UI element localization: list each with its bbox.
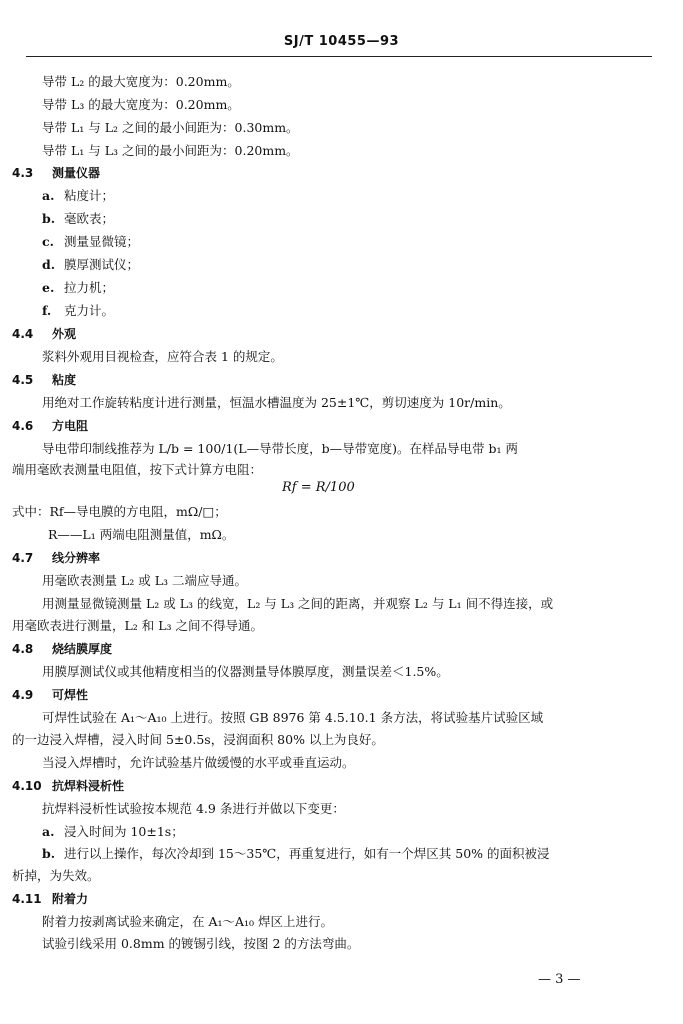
section-heading bbox=[12, 418, 88, 434]
paragraph-line: 析掉，为失效。 bbox=[12, 868, 100, 883]
list-item bbox=[42, 846, 550, 862]
list-marker: b. bbox=[42, 211, 56, 226]
list-text: 膜厚测试仪； bbox=[64, 257, 140, 272]
section-number: 4.3 bbox=[12, 166, 34, 180]
list-item bbox=[42, 211, 114, 227]
section-number: 4.8 bbox=[12, 642, 34, 656]
section-title: 测量仪器 bbox=[52, 166, 101, 180]
section-heading bbox=[12, 641, 112, 657]
list-text: 测量显微镜； bbox=[64, 234, 140, 249]
list-item bbox=[42, 257, 139, 273]
formula-explanation: 式中：Rf—导电膜的方电阻，mΩ/□； bbox=[12, 504, 227, 519]
section-title: 抗焊料浸析性 bbox=[52, 779, 125, 793]
page-number: — 3 — bbox=[538, 972, 581, 987]
section-number: 4.9 bbox=[12, 688, 34, 702]
list-marker: a. bbox=[42, 188, 55, 203]
section-number: 4.4 bbox=[12, 327, 34, 341]
paragraph-line: 用膜厚测试仪或其他精度相当的仪器测量导体膜厚度，测量误差＜1.5%。 bbox=[42, 664, 449, 679]
list-item bbox=[42, 188, 114, 204]
paragraph-line: 用测量显微镜测量 L₂ 或 L₃ 的线宽，L₂ 与 L₃ 之间的距离，并观察 L₂ 与 L₁ 间不得连接，或 bbox=[42, 596, 554, 611]
paragraph-line: 用毫欧表测量 L₂ 或 L₃ 二端应导通。 bbox=[42, 573, 248, 588]
section-number: 4.11 bbox=[12, 892, 42, 906]
list-marker: b. bbox=[42, 846, 56, 861]
paragraph-line: 的一边浸入焊槽，浸入时间 5±0.5s，浸润面积 80% 以上为良好。 bbox=[12, 732, 384, 747]
section-title: 外观 bbox=[52, 327, 77, 341]
paragraph-line: 浆料外观用目视检查，应符合表 1 的规定。 bbox=[42, 349, 283, 364]
section-title: 粘度 bbox=[52, 373, 77, 387]
list-text: 毫欧表； bbox=[64, 211, 115, 226]
paragraph-line: 抗焊料浸析性试验按本规范 4.9 条进行并做以下变更： bbox=[42, 801, 345, 816]
section-title: 可焊性 bbox=[52, 688, 89, 702]
paragraph-line: 试验引线采用 0.8mm 的镀锡引线，按图 2 的方法弯曲。 bbox=[42, 936, 360, 951]
standard-header: SJ/T 10455—93 bbox=[283, 34, 400, 49]
paragraph-line: 附着力按剥离试验来确定，在 A₁～A₁₀ 焊区上进行。 bbox=[42, 914, 334, 929]
paragraph-line: 可焊性试验在 A₁～A₁₀ 上进行。按照 GB 8976 第 4.5.10.1 条方法，将试验基片试验区域 bbox=[42, 710, 544, 725]
text-line: 导带 L₂ 的最大宽度为：0.20mm。 bbox=[42, 74, 240, 89]
list-item bbox=[42, 234, 139, 250]
paragraph-line: 用绝对工作旋转粘度计进行测量，恒温水槽温度为 25±1℃，剪切速度为 10r/min。 bbox=[42, 395, 511, 410]
text-line: 导带 L₁ 与 L₃ 之间的最小间距为：0.20mm。 bbox=[42, 143, 299, 158]
paragraph-line: 端用毫欧表测量电阻值，按下式计算方电阻： bbox=[12, 462, 263, 477]
list-marker: a. bbox=[42, 824, 55, 839]
section-number: 4.10 bbox=[12, 779, 42, 793]
section-heading bbox=[12, 372, 76, 388]
section-title: 附着力 bbox=[52, 892, 89, 906]
list-text: 进行以上操作，每次冷却到 15～35℃，再重复进行，如有一个焊区其 50% 的面积被浸 bbox=[64, 846, 550, 861]
list-marker: e. bbox=[42, 280, 55, 295]
section-title: 方电阻 bbox=[52, 419, 89, 433]
section-heading bbox=[12, 326, 76, 342]
section-heading bbox=[12, 891, 88, 907]
list-marker: f. bbox=[42, 303, 52, 318]
section-heading bbox=[12, 778, 124, 794]
list-text: 拉力机； bbox=[64, 280, 115, 295]
text-line: 导带 L₁ 与 L₂ 之间的最小间距为：0.30mm。 bbox=[42, 120, 299, 135]
section-heading bbox=[12, 165, 100, 181]
header-rule bbox=[26, 56, 652, 57]
section-title: 烧结膜厚度 bbox=[52, 642, 113, 656]
list-text: 浸入时间为 10±1s； bbox=[64, 824, 184, 839]
section-title: 线分辨率 bbox=[52, 551, 101, 565]
list-text: 克力计。 bbox=[64, 303, 115, 318]
paragraph-line: 当浸入焊槽时，允许试验基片做缓慢的水平或垂直运动。 bbox=[42, 755, 355, 770]
list-marker: d. bbox=[42, 257, 56, 272]
formula: Rf = R/100 bbox=[282, 480, 355, 495]
section-number: 4.7 bbox=[12, 551, 34, 565]
list-item bbox=[42, 280, 114, 296]
section-heading bbox=[12, 550, 100, 566]
section-number: 4.6 bbox=[12, 419, 34, 433]
paragraph-line: 用毫欧表进行测量，L₂ 和 L₃ 之间不得导通。 bbox=[12, 618, 264, 633]
paragraph-line: 导电带印制线推荐为 L/b = 100/1(L—导带长度，b—导带宽度)。在样品导电带 b₁ 两 bbox=[42, 441, 518, 456]
text-line: 导带 L₃ 的最大宽度为：0.20mm。 bbox=[42, 97, 240, 112]
section-heading bbox=[12, 687, 88, 703]
list-text: 粘度计； bbox=[64, 188, 115, 203]
section-number: 4.5 bbox=[12, 373, 34, 387]
list-marker: c. bbox=[42, 234, 54, 249]
formula-explanation: R——L₁ 两端电阻测量值，mΩ。 bbox=[48, 527, 235, 542]
list-item bbox=[42, 303, 114, 319]
list-item bbox=[42, 824, 184, 840]
